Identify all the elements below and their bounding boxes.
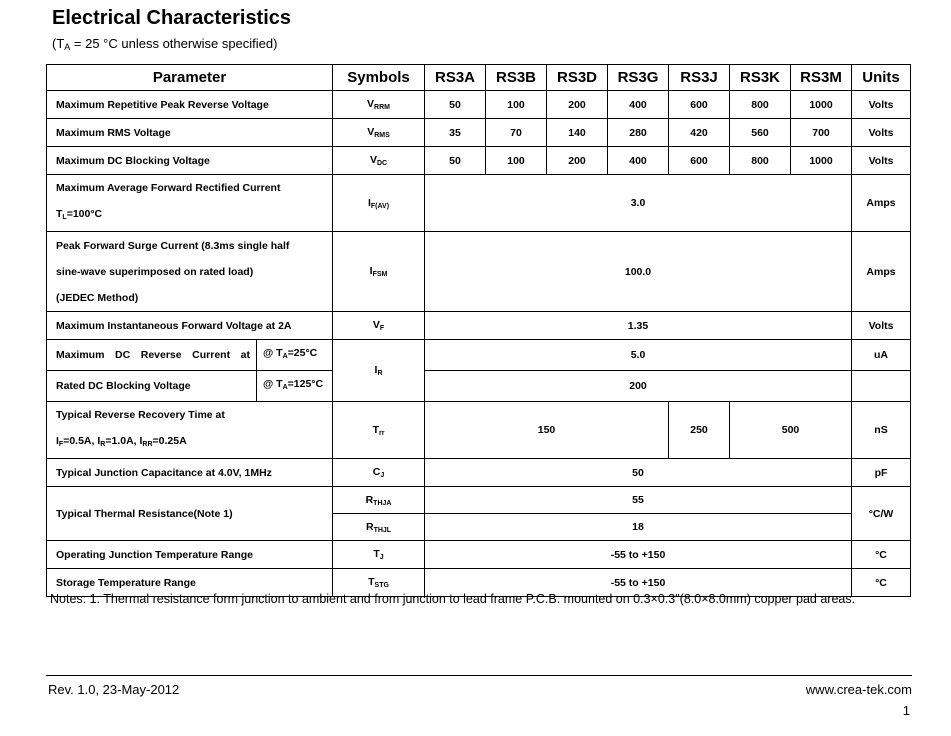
value-cell: 1000 — [791, 147, 852, 175]
symbol-cell: $C_J$ — [333, 459, 425, 487]
table-header-row — [47, 65, 911, 91]
page-number: 1 — [902, 703, 910, 718]
value-cell: -55 to +150 — [425, 569, 852, 597]
unit-cell: °C — [852, 541, 911, 569]
value-cell: 200 — [425, 371, 852, 402]
header-rs3a: RS3A — [425, 65, 486, 91]
value-cell: 50 — [425, 91, 486, 119]
symbol-cell: $V_{DC}$ — [333, 147, 425, 175]
unit-cell: °C/W — [852, 487, 911, 541]
value-cell: 400 — [608, 91, 669, 119]
value-cell: 35 — [425, 119, 486, 147]
symbol-cell: $V_F$ — [333, 312, 425, 340]
row-rthja — [47, 487, 911, 514]
param-label: Typical Thermal Resistance(Note 1) — [47, 487, 333, 541]
header-units: Units — [852, 65, 911, 91]
electrical-characteristics-table — [46, 64, 911, 597]
row-ifav — [47, 175, 911, 232]
unit-cell: Volts — [852, 312, 911, 340]
page-title: Electrical Characteristics — [52, 7, 292, 29]
website-link[interactable]: www.crea-tek.com — [805, 682, 912, 697]
page-subtitle: ($T_A = 25$ °C unless otherwise specified) — [52, 36, 278, 52]
value-cell: 50 — [425, 147, 486, 175]
param-label: Rated DC Blocking Voltage — [47, 371, 257, 402]
value-cell: 600 — [669, 147, 730, 175]
unit-cell — [852, 371, 911, 402]
value-cell: 100.0 — [425, 232, 852, 312]
row-trr — [47, 402, 911, 459]
unit-cell: Volts — [852, 91, 911, 119]
row-tj — [47, 541, 911, 569]
param-label: Typical Junction Capacitance at 4.0V, 1MHz — [47, 459, 333, 487]
row-ir-25 — [47, 340, 911, 371]
symbol-cell: $T_{STG}$ — [333, 569, 425, 597]
value-cell: 150 — [425, 402, 669, 459]
param-label: Maximum RMS Voltage — [47, 119, 333, 147]
param-label: Typical Reverse Recovery Time at $I_F=0.5A$, $I_R=1.0A$, $I_{RR}=0.25A$ — [47, 402, 333, 459]
header-rs3m: RS3M — [791, 65, 852, 91]
value-cell: 1000 — [791, 91, 852, 119]
unit-cell: Amps — [852, 232, 911, 312]
symbol-cell: $T_{rr}$ — [333, 402, 425, 459]
row-vrms — [47, 119, 911, 147]
value-cell: 400 — [608, 147, 669, 175]
value-cell: 560 — [730, 119, 791, 147]
value-cell: 50 — [425, 459, 852, 487]
row-ifsm — [47, 232, 911, 312]
symbol-cell: $R_{THJA}$ — [333, 487, 425, 514]
row-cj — [47, 459, 911, 487]
param-label: Operating Junction Temperature Range — [47, 541, 333, 569]
unit-cell: pF — [852, 459, 911, 487]
param-label: Maximum Repetitive Peak Reverse Voltage — [47, 91, 333, 119]
revision-text: Rev. 1.0, 23-May-2012 — [48, 682, 180, 697]
unit-cell: Volts — [852, 119, 911, 147]
unit-cell: uA — [852, 340, 911, 371]
condition-cell: @ $T_A=125^\circ C$ — [257, 371, 333, 402]
value-cell: 70 — [486, 119, 547, 147]
unit-cell: nS — [852, 402, 911, 459]
condition-cell: @ $T_A=25^\circ C$ — [257, 340, 333, 371]
value-cell: 250 — [669, 402, 730, 459]
value-cell: 140 — [547, 119, 608, 147]
footer-divider — [46, 675, 912, 676]
value-cell: 3.0 — [425, 175, 852, 232]
param-label: Maximum Average Forward Rectified Current $T_L=100^\circ C$ — [47, 175, 333, 232]
symbol-cell: $V_{RMS}$ — [333, 119, 425, 147]
param-label: Maximum DC Blocking Voltage — [47, 147, 333, 175]
value-cell: 280 — [608, 119, 669, 147]
unit-cell: Amps — [852, 175, 911, 232]
value-cell: 800 — [730, 147, 791, 175]
param-label: Maximum DC Reverse Current at — [47, 340, 257, 371]
value-cell: 5.0 — [425, 340, 852, 371]
unit-cell: Volts — [852, 147, 911, 175]
value-cell: -55 to +150 — [425, 541, 852, 569]
symbol-cell: $I_{FSM}$ — [333, 232, 425, 312]
header-parameter: Parameter — [47, 65, 333, 91]
unit-cell: °C — [852, 569, 911, 597]
value-cell: 500 — [730, 402, 852, 459]
value-cell: 55 — [425, 487, 852, 514]
value-cell: 100 — [486, 91, 547, 119]
header-symbols: Symbols — [333, 65, 425, 91]
notes-text: Notes: 1. Thermal resistance form junction to ambient and from junction to lead frame P.C.B. mounted on 0.3×0.3"(8.0×8.0mm) copper pad areas. — [50, 592, 856, 606]
header-rs3b: RS3B — [486, 65, 547, 91]
value-cell: 200 — [547, 147, 608, 175]
symbol-cell: $I_R$ — [333, 340, 425, 402]
header-rs3g: RS3G — [608, 65, 669, 91]
symbol-cell: $I_{F(AV)}$ — [333, 175, 425, 232]
value-cell: 200 — [547, 91, 608, 119]
value-cell: 800 — [730, 91, 791, 119]
value-cell: 18 — [425, 514, 852, 541]
value-cell: 1.35 — [425, 312, 852, 340]
symbol-cell: $T_J$ — [333, 541, 425, 569]
value-cell: 600 — [669, 91, 730, 119]
param-label: Storage Temperature Range — [47, 569, 333, 597]
row-vdc — [47, 147, 911, 175]
header-rs3d: RS3D — [547, 65, 608, 91]
row-ir-125 — [47, 371, 911, 402]
value-cell: 420 — [669, 119, 730, 147]
value-cell: 700 — [791, 119, 852, 147]
row-vf — [47, 312, 911, 340]
symbol-cell: $V_{RRM}$ — [333, 91, 425, 119]
header-rs3k: RS3K — [730, 65, 791, 91]
param-label: Maximum Instantaneous Forward Voltage at 2A — [47, 312, 333, 340]
header-rs3j: RS3J — [669, 65, 730, 91]
param-label: Peak Forward Surge Current (8.3ms single half sine-wave superimposed on rated load) (JEDEC Method) — [47, 232, 333, 312]
value-cell: 100 — [486, 147, 547, 175]
symbol-cell: $R_{THJL}$ — [333, 514, 425, 541]
row-vrrm — [47, 91, 911, 119]
